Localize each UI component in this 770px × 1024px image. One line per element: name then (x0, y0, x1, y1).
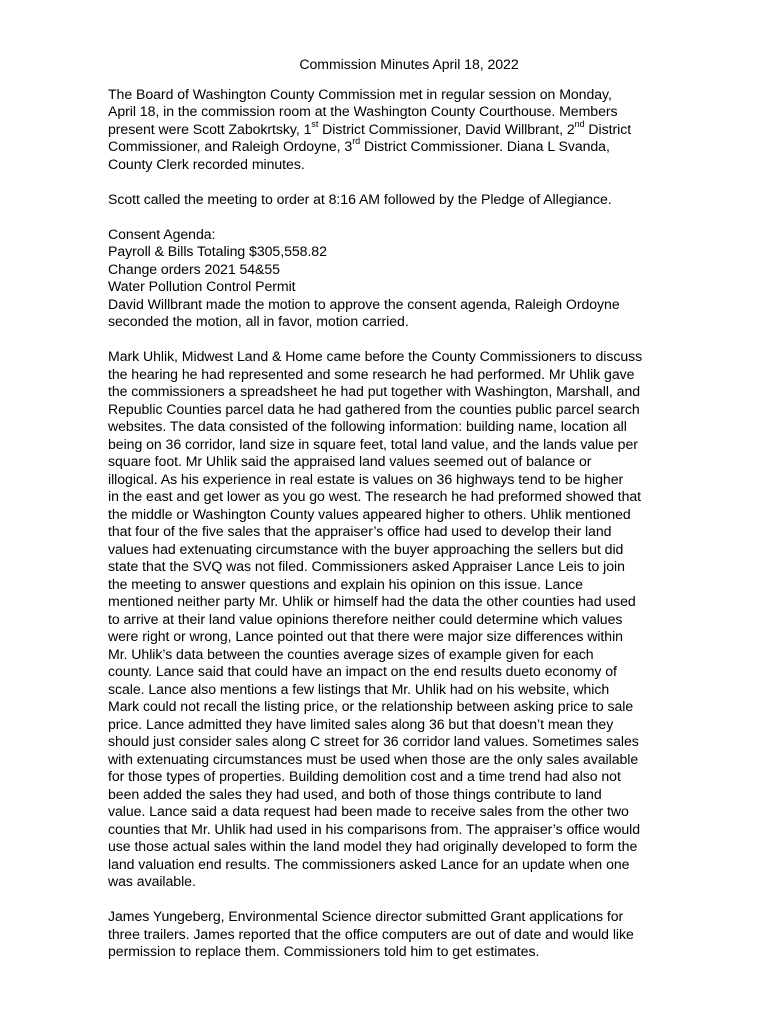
text-run: District Commissioner, David Willbrant, 2 (318, 120, 575, 137)
text-line: use those actual sales within the land model they had originally developed to form the (108, 838, 638, 854)
text-line: counties that Mr. Uhlik had used in his comparisons from. The appraiser’s office would (108, 820, 641, 837)
intro-paragraph (108, 86, 698, 174)
text-line: the meeting to answer questions and explain his opinion on this issue. Lance (108, 575, 583, 592)
text-line: April 18, in the commission room at the Washington County Courthouse. Members (108, 103, 618, 119)
text-line: value. Lance said a data request had been made to receive sales from the other two (108, 803, 629, 819)
text-line: Scott called the meeting to order at 8:16 AM followed by the Pledge of Allegiance. (108, 190, 612, 207)
text-line: Mark Uhlik, Midwest Land & Home came before the County Commissioners to discuss (108, 348, 643, 364)
text-line: that four of the five sales that the appraiser’s office had used to develop their land (108, 523, 612, 539)
text-line: for those types of properties. Building demolition cost and a time trend had also not (108, 768, 621, 784)
text-line (108, 138, 698, 156)
text-line: Republic Counties parcel data he had gathered from the counties public parcel search (108, 400, 640, 417)
text-line (108, 118, 698, 139)
text-line: in the east and get lower as you go west. The research he had preformed showed that (108, 488, 642, 504)
document-title: Commission Minutes April 18, 2022 (299, 56, 519, 72)
text-line: price. Lance admitted they have limited sales along 36 but that doesn’t mean they (108, 715, 614, 732)
text-line: square foot. Mr Uhlik said the appraised land values seemed out of balance or (108, 453, 592, 469)
text-line: The Board of Washington County Commission met in regular session on Monday, (108, 85, 612, 102)
text-line: seconded the motion, all in favor, motion carried. (108, 313, 409, 329)
text-line: scale. Lance also mentions a few listings that Mr. Uhlik had on his website, which (108, 680, 610, 697)
text-line: Change orders 2021 54&55 (108, 260, 280, 277)
ordinal-suffix: st (311, 118, 319, 129)
text-run: District (584, 120, 632, 137)
text-line: websites. The data consisted of the following information: building name, location all (108, 418, 627, 434)
text-line: James Yungeberg, Environmental Science director submitted Grant applications for (108, 908, 624, 924)
consent-agenda-paragraph (108, 226, 698, 331)
text-line: mentioned neither party Mr. Uhlik or himself had the data the other counties had used (108, 593, 636, 609)
text-line: was available. (108, 873, 196, 889)
text-line: County Clerk recorded minutes. (108, 155, 305, 172)
text-line: Payroll & Bills Totaling $305,558.82 (108, 243, 327, 259)
text-line: state that the SVQ was not filed. Commissioners asked Appraiser Lance Leis to join (108, 558, 625, 574)
text-line: were right or wrong, Lance pointed out that there were major size differences within (108, 628, 623, 644)
text-line: been added the sales they had used, and both of those things contribute to land (108, 785, 602, 802)
text-line: the middle or Washington County values appeared higher to others. Uhlik mentioned (108, 505, 631, 522)
document-page (108, 56, 698, 978)
uhlik-discussion-paragraph (108, 348, 698, 891)
text-line: Water Pollution Control Permit (108, 278, 296, 294)
ordinal-suffix: nd (574, 118, 585, 129)
text-line: David Willbrant made the motion to approve the consent agenda, Raleigh Ordoyne (108, 295, 620, 312)
text-line: with extenuating circumstances must be used when those are the only sales available (108, 750, 639, 767)
text-run: present were Scott Zabokrtsky, 1 (108, 120, 312, 137)
text-line: the commissioners a spreadsheet he had put together with Washington, Marshall, and (108, 383, 641, 399)
text-line: values had extenuating circumstance with the buyer approaching the sellers but did (108, 540, 624, 557)
text-line: county. Lance said that could have an impact on the end results dueto economy of (108, 663, 617, 679)
text-run: Commissioner, and Raleigh Ordoyne, 3 (108, 138, 353, 154)
text-line: the hearing he had represented and some research he had performed. Mr Uhlik gave (108, 365, 635, 382)
text-line: should just consider sales along C street for 36 corridor land values. Sometimes sales (108, 733, 639, 749)
text-line: illogical. As his experience in real estate is values on 36 highways tend to be higher (108, 470, 624, 487)
text-line: three trailers. James reported that the office computers are out of date and would like (108, 925, 634, 942)
text-line: Mark could not recall the listing price, or the relationship between asking price to sale (108, 698, 634, 714)
text-line: being on 36 corridor, land size in square feet, total land value, and the lands value per (108, 435, 638, 452)
text-line: Mr. Uhlik’s data between the counties average sizes of example given for each (108, 645, 594, 662)
text-line: Consent Agenda: (108, 225, 216, 242)
environmental-science-paragraph (108, 908, 698, 961)
ordinal-suffix: rd (352, 136, 361, 147)
text-line: permission to replace them. Commissioners told him to get estimates. (108, 943, 540, 959)
text-line: to arrive at their land value opinions therefore neither could determine which values (108, 610, 623, 627)
text-line: land valuation end results. The commissioners asked Lance for an update when one (108, 855, 630, 872)
text-run: District Commissioner. Diana L Svanda, (360, 138, 610, 154)
call-to-order-paragraph (108, 191, 698, 209)
